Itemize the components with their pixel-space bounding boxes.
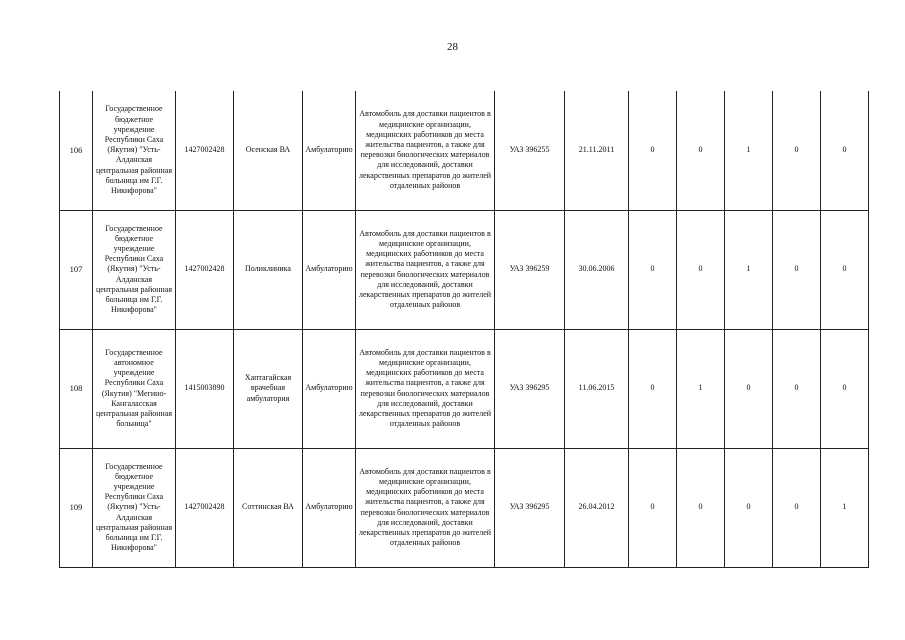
count-cell-2: 0 [677, 91, 725, 210]
table-row [60, 329, 869, 448]
vehicle-table [59, 91, 869, 568]
count-cell-4: 0 [773, 210, 821, 329]
unit-cell: Осенская ВА [234, 91, 303, 210]
type-cell: Амбулаторию [303, 210, 356, 329]
row-number: 108 [60, 329, 93, 448]
count-cell-2: 1 [677, 329, 725, 448]
count-cell-2: 0 [677, 448, 725, 567]
model-cell: УАЗ 396295 [495, 448, 565, 567]
row-number: 106 [60, 91, 93, 210]
date-cell: 26.04.2012 [565, 448, 629, 567]
count-cell-5: 0 [821, 210, 869, 329]
date-cell: 21.11.2011 [565, 91, 629, 210]
count-cell-4: 0 [773, 91, 821, 210]
unit-cell: Поликлиника [234, 210, 303, 329]
date-cell: 30.06.2006 [565, 210, 629, 329]
row-number: 107 [60, 210, 93, 329]
purpose-cell: Автомобиль для доставки пациентов в медицинские организации, медицинских работников до места жительства пациентов, а также для перевозки биологических материалов для исследований, доставки лекарственных препаратов до жителей отдаленных районов [356, 329, 495, 448]
page-number: 28 [447, 41, 458, 53]
count-cell-3: 0 [725, 329, 773, 448]
organization-cell: Государственное бюджетное учреждение Республики Саха (Якутия) "Усть-Алданская центральная районная больница им Г.Г. Никифорова" [93, 210, 176, 329]
model-cell: УАЗ 396255 [495, 91, 565, 210]
table-row [60, 210, 869, 329]
type-cell: Амбулаторию [303, 448, 356, 567]
table-row [60, 448, 869, 567]
purpose-cell: Автомобиль для доставки пациентов в медицинские организации, медицинских работников до места жительства пациентов, а также для перевозки биологических материалов для исследований, доставки лекарственных препаратов до жителей отдаленных районов [356, 91, 495, 210]
purpose-cell: Автомобиль для доставки пациентов в медицинские организации, медицинских работников до места жительства пациентов, а также для перевозки биологических материалов для исследований, доставки лекарственных препаратов до жителей отдаленных районов [356, 210, 495, 329]
table-row [60, 91, 869, 210]
count-cell-5: 1 [821, 448, 869, 567]
row-number: 109 [60, 448, 93, 567]
count-cell-5: 0 [821, 91, 869, 210]
model-cell: УАЗ 396295 [495, 329, 565, 448]
count-cell-1: 0 [629, 210, 677, 329]
count-cell-4: 0 [773, 448, 821, 567]
unit-cell: Хаптагайская врачебная амбулатория [234, 329, 303, 448]
model-cell: УАЗ 396259 [495, 210, 565, 329]
inn-cell: 1415003890 [176, 329, 234, 448]
date-cell: 11.06.2015 [565, 329, 629, 448]
count-cell-2: 0 [677, 210, 725, 329]
type-cell: Амбулаторию [303, 91, 356, 210]
purpose-cell: Автомобиль для доставки пациентов в медицинские организации, медицинских работников до места жительства пациентов, а также для перевозки биологических материалов для исследований, доставки лекарственных препаратов до жителей отдаленных районов [356, 448, 495, 567]
count-cell-1: 0 [629, 329, 677, 448]
type-cell: Амбулаторию [303, 329, 356, 448]
count-cell-3: 0 [725, 448, 773, 567]
count-cell-1: 0 [629, 448, 677, 567]
count-cell-3: 1 [725, 91, 773, 210]
unit-cell: Соттинская ВА [234, 448, 303, 567]
inn-cell: 1427002428 [176, 448, 234, 567]
inn-cell: 1427002428 [176, 210, 234, 329]
count-cell-1: 0 [629, 91, 677, 210]
organization-cell: Государственное автономное учреждение Республики Саха (Якутия) "Мегино-Кангаласская центральная районная больница" [93, 329, 176, 448]
count-cell-4: 0 [773, 329, 821, 448]
count-cell-3: 1 [725, 210, 773, 329]
count-cell-5: 0 [821, 329, 869, 448]
inn-cell: 1427002428 [176, 91, 234, 210]
organization-cell: Государственное бюджетное учреждение Республики Саха (Якутия) "Усть-Алданская центральная районная больница им Г.Г. Никифорова" [93, 91, 176, 210]
organization-cell: Государственное бюджетное учреждение Республики Саха (Якутия) "Усть-Алданская центральная районная больница им Г.Г. Никифорова" [93, 448, 176, 567]
